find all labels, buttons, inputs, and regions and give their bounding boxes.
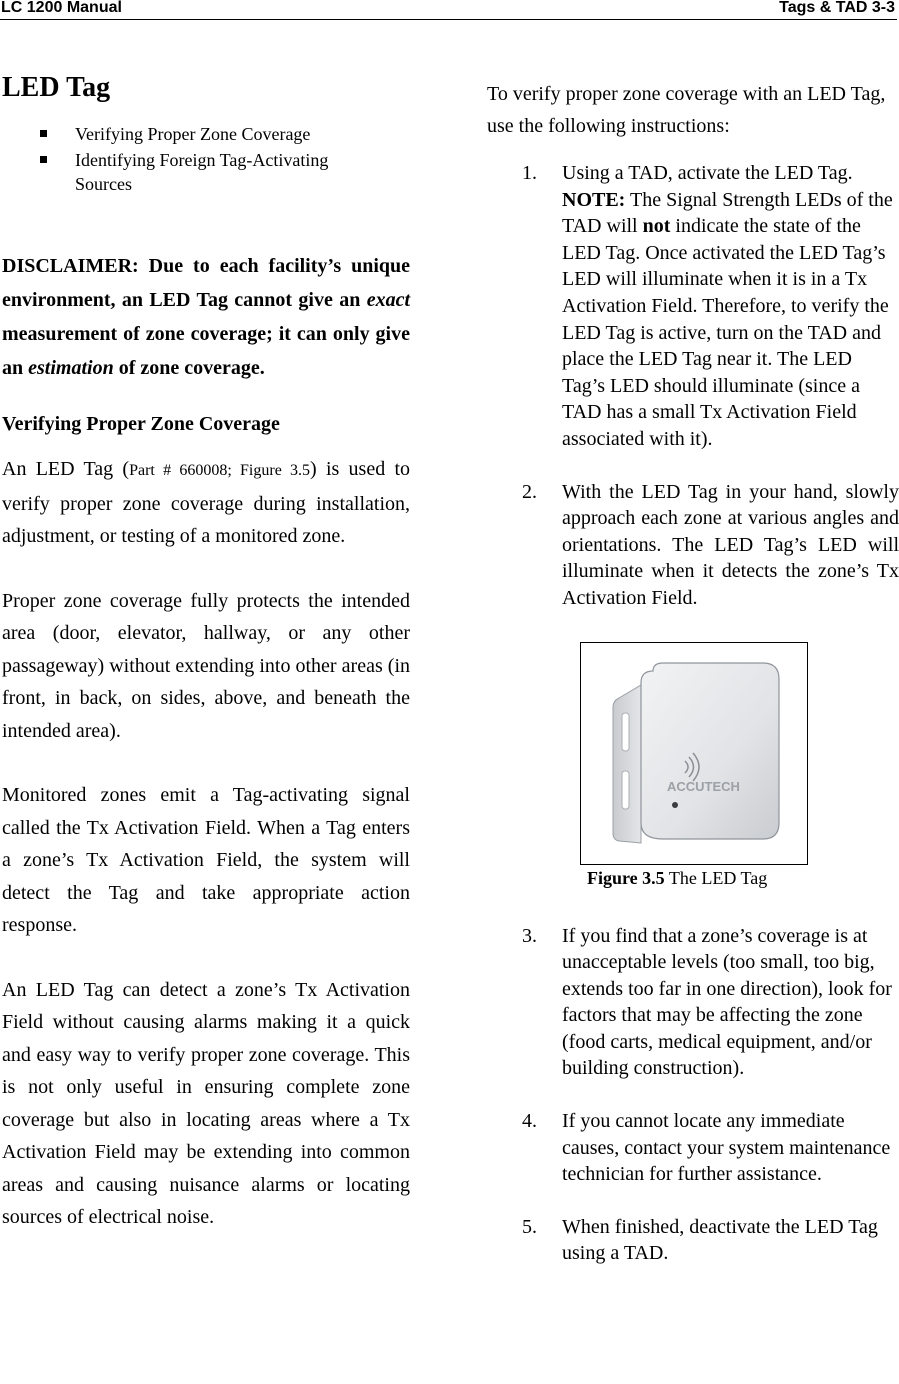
step-item — [487, 160, 899, 453]
emphasis-not: not — [642, 215, 671, 238]
step-text: The Signal Strength LEDs of the TAD will — [562, 188, 893, 238]
topic-item: Identifying Foreign Tag-Activating Sources — [75, 148, 375, 196]
device-logo: ACCUTECH — [667, 778, 740, 794]
figure-caption — [587, 865, 899, 891]
paragraph-text: An LED Tag ( — [2, 458, 130, 480]
step-number: 2. — [522, 480, 537, 503]
step-text: indicate the state of the LED Tag. Once activated the LED Tag’s LED will illuminate when it is in a Tx Activation Field. Therefore, to verify the LED Tag is active, turn on the TAD and place the LED Tag near it. The LED Tag’s LED should illuminate (since a TAD has a small Tx Activation Field associated with it). — [562, 215, 889, 450]
figure-label: Figure 3.5 — [587, 867, 665, 888]
step-item — [487, 1214, 899, 1267]
disclaimer-text: measurement of zone coverage; it can only give an — [2, 323, 410, 379]
step-text: With the LED Tag in your hand, slowly approach each zone at various angles and orientations. The LED Tag’s LED will illuminate when it detects the zone’s Tx Activation Field. — [562, 480, 899, 609]
led-tag-image — [581, 643, 807, 864]
section-page-number: Tags & TAD 3-3 — [779, 0, 895, 16]
manual-title: LC 1200 Manual — [1, 0, 122, 16]
disclaimer-emphasis: exact — [366, 289, 410, 311]
disclaimer — [2, 249, 410, 385]
section-title: LED Tag — [2, 72, 111, 103]
instruction-steps-continued — [487, 923, 899, 1268]
paragraph-text: ) is used to verify proper zone coverage during installation, adjustment, or testing of a monitored zone. — [2, 458, 410, 547]
figure-frame — [580, 642, 808, 865]
step-item — [487, 479, 899, 612]
figure-caption-text: The LED Tag — [664, 867, 768, 888]
topic-item: Verifying Proper Zone Coverage — [75, 122, 375, 146]
step-item — [487, 1108, 899, 1188]
part-reference: Part # 660008; Figure 3.5 — [129, 462, 311, 479]
step-number: 5. — [522, 1215, 537, 1238]
step-number: 4. — [522, 1110, 537, 1133]
step-text: Using a TAD, activate the LED Tag. — [562, 162, 853, 184]
paragraph — [2, 453, 410, 553]
paragraph: Monitored zones emit a Tag-activating signal called the Tx Activation Field. When a Tag enters a zone’s Tx Activation Field, the system will detect the Tag and take appropriate action response. — [2, 784, 410, 936]
step-item — [487, 923, 899, 1083]
instruction-steps — [487, 160, 899, 612]
paragraph: Proper zone coverage fully protects the intended area (door, elevator, hallway, or any other passageway) without extending into other areas (in front, in back, on sides, above, and beneath the intended area). — [2, 589, 410, 742]
step-text: If you cannot locate any immediate causes, contact your system maintenance technician for further assistance. — [562, 1110, 891, 1186]
topic-list — [2, 122, 410, 196]
right-column — [487, 78, 899, 1267]
instructions-intro: To verify proper zone coverage with an LED Tag, use the following instructions: — [487, 83, 886, 137]
figure — [487, 642, 899, 891]
step-number: 3. — [522, 924, 537, 947]
step-text: If you find that a zone’s coverage is at unacceptable levels (too small, too big, extends too far in one direction), look for factors that may be affecting the zone (food carts, medical equipment, and/or building construction). — [562, 924, 892, 1080]
left-column — [2, 68, 410, 1234]
disclaimer-text: of zone coverage. — [113, 357, 265, 379]
subsection-heading: Verifying Proper Zone Coverage — [2, 413, 280, 435]
note-label: NOTE: — [562, 188, 626, 211]
step-text: When finished, deactivate the LED Tag using a TAD. — [562, 1215, 878, 1265]
disclaimer-text: DISCLAIMER: Due to each facility’s unique environment, an LED Tag cannot give an — [2, 255, 410, 311]
page-header — [0, 0, 897, 20]
paragraph: An LED Tag can detect a zone’s Tx Activation Field without causing alarms making it a quick and easy way to verify proper zone coverage. This is not only useful in ensuring complete zone coverage but also in locating areas where a Tx Activation Field may be extending into common areas and causing nuisance alarms or locating sources of electrical noise. — [2, 978, 410, 1228]
step-number: 1. — [522, 162, 537, 184]
disclaimer-emphasis: estimation — [28, 357, 114, 379]
